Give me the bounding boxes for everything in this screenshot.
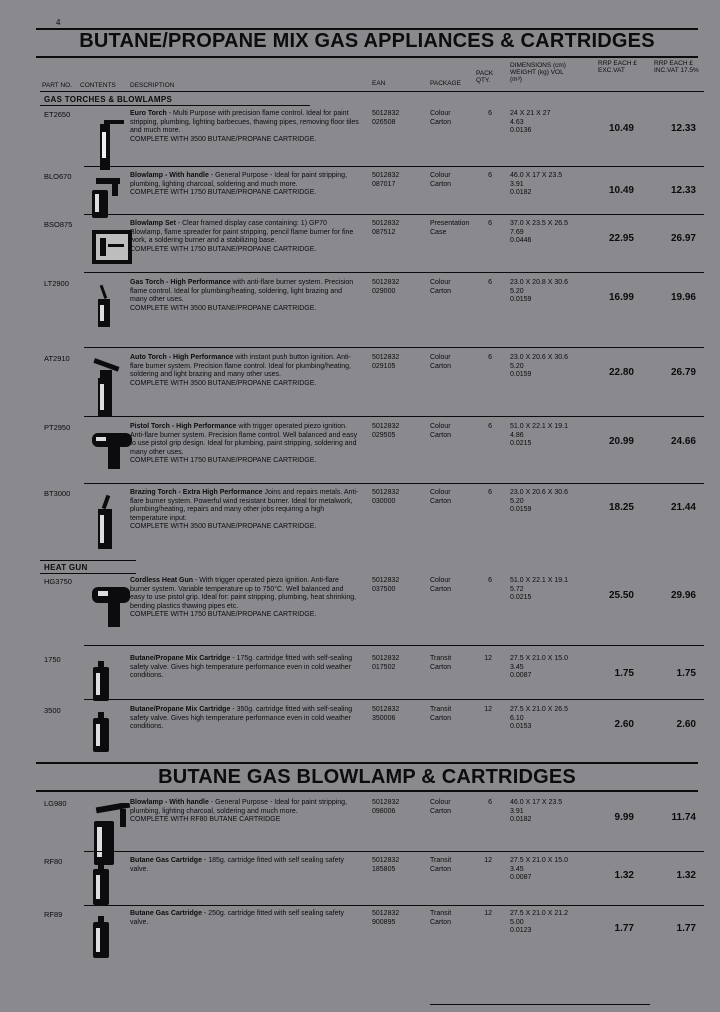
ean-code xyxy=(372,279,422,296)
ean-line-2: 017502 xyxy=(372,663,396,671)
footer-rule xyxy=(430,1004,650,1005)
product-text: - Multi Purpose with precision flame control. Ideal for paint stripping, plumbing, lighting barbecues, thawing pipes, removing floor tiles and much more. xyxy=(130,110,359,135)
product-complete-with: COMPLETE WITH 1750 BUTANE/PROPANE CARTRIDGE. xyxy=(130,245,317,253)
ean-line-2: 185805 xyxy=(372,865,396,873)
col-header-ean: EAN xyxy=(372,80,386,87)
ean-code xyxy=(372,910,422,927)
part-number: AT2910 xyxy=(44,354,70,363)
pack-qty: 6 xyxy=(488,172,492,179)
col-header-part-no: PART NO. xyxy=(42,82,72,89)
price-ex-vat: 2.60 xyxy=(614,719,634,730)
page-title: BUTANE/PROPANE MIX GAS APPLIANCES & CARTRIDGES xyxy=(79,30,655,52)
volume-m3: 0.0215 xyxy=(510,594,532,602)
ean-code xyxy=(372,423,422,440)
part-number: HG3750 xyxy=(44,577,72,586)
package-line-2: Carton xyxy=(430,585,452,593)
product-complete-with: COMPLETE WITH 1750 BUTANE/PROPANE CARTRIDGE. xyxy=(130,189,317,197)
dimensions xyxy=(510,172,590,198)
ean-code xyxy=(372,799,422,816)
ean-line-1: 5012832 xyxy=(372,279,400,286)
weight-kg: 7.69 xyxy=(510,228,524,236)
ean-code xyxy=(372,706,422,723)
product-text: - 350g. cartridge fitted with self-sealing safety valve. Gives high temperature performance even in cold weather conditions. xyxy=(130,706,353,731)
price-inc-vat: 12.33 xyxy=(670,123,696,134)
package-line-1: Colour xyxy=(430,279,451,286)
product-description xyxy=(130,706,360,732)
product-text: - 185g. cartridge fitted with self sealing safety valve. xyxy=(130,857,344,873)
part-number: BSO875 xyxy=(44,220,73,229)
package-line-1: Transit xyxy=(430,706,452,713)
ean-line-2: 026508 xyxy=(372,118,396,126)
price-inc-vat: 24.66 xyxy=(670,436,696,447)
package-line-1: Colour xyxy=(430,110,451,117)
product-description xyxy=(130,172,360,198)
product-name: Blowlamp - With handle xyxy=(130,172,209,179)
product-name: Butane/Propane Mix Cartridge xyxy=(130,706,231,713)
butane-cartridge-icon xyxy=(90,861,114,910)
product-text: - 250g. cartridge fitted with self sealing safety valve. xyxy=(130,910,344,926)
section-label-heat-gun: HEAT GUN xyxy=(44,563,88,572)
volume-m3: 0.0182 xyxy=(510,816,532,824)
ean-line-2: 098006 xyxy=(372,807,396,815)
product-text: Joins and repairs metals. Anti-flare burner system. Powerful wind resistant burner. Ideal for metalwork, plumbing/heating, repairs and many other jobs requiring a high temperature input. xyxy=(130,489,359,522)
row-divider xyxy=(84,347,704,348)
row-divider xyxy=(84,699,704,700)
product-description xyxy=(130,489,360,532)
kit-case-icon xyxy=(90,224,134,273)
section-title-butane: BUTANE GAS BLOWLAMP & CARTRIDGES xyxy=(158,766,576,788)
price-inc-vat: 21.44 xyxy=(670,502,696,513)
ean-line-2: 029000 xyxy=(372,287,396,295)
part-number: BT3000 xyxy=(44,489,71,498)
section-rule xyxy=(40,573,136,574)
product-description xyxy=(130,910,360,927)
product-complete-with: COMPLETE WITH 3500 BUTANE/PROPANE CARTRIDGE. xyxy=(130,523,317,531)
ean-code xyxy=(372,110,422,127)
pack-qty: 6 xyxy=(488,110,492,117)
product-text: - 175g. cartridge fitted with self-sealing safety valve. Gives high temperature performance even in cold weather conditions. xyxy=(130,655,353,680)
dimensions-size: 51.0 X 22.1 X 19.1 xyxy=(510,423,568,430)
price-ex-vat: 10.49 xyxy=(608,123,634,134)
ean-code xyxy=(372,354,422,371)
product-text: - General Purpose - Ideal for paint stripping, plumbing, lighting charcoal, soldering and much more. xyxy=(130,799,348,815)
ean-line-1: 5012832 xyxy=(372,172,400,179)
product-description xyxy=(130,220,360,254)
package-line-1: Colour xyxy=(430,489,451,496)
col-header-description: DESCRIPTION xyxy=(130,82,175,89)
product-complete-with: COMPLETE WITH 1750 BUTANE/PROPANE CARTRIDGE. xyxy=(130,611,317,619)
package-line-2: Carton xyxy=(430,118,452,126)
section2-top-rule xyxy=(36,762,698,764)
price-ex-vat: 10.49 xyxy=(608,185,634,196)
dimensions xyxy=(510,423,590,449)
volume-m3: 0.0159 xyxy=(510,371,532,379)
pack-qty: 12 xyxy=(484,857,492,864)
pack-qty: 6 xyxy=(488,799,492,806)
ean-line-1: 5012832 xyxy=(372,489,400,496)
col-header-dimensions: DIMENSIONS (cm) WEIGHT (kg) VOL (m³) xyxy=(510,62,566,83)
product-description xyxy=(130,423,360,466)
price-inc-vat: 26.79 xyxy=(670,367,696,378)
dimensions-size: 23.0 X 20.6 X 30.6 xyxy=(510,354,568,361)
ean-line-1: 5012832 xyxy=(372,799,400,806)
ean-line-2: 030000 xyxy=(372,497,396,505)
ean-line-1: 5012832 xyxy=(372,857,400,864)
product-description xyxy=(130,655,360,681)
pack-qty: 6 xyxy=(488,220,492,227)
price-inc-vat: 12.33 xyxy=(670,185,696,196)
header-rule xyxy=(40,91,704,92)
product-name: Butane Gas Cartridge xyxy=(130,857,202,864)
package-line-2: Carton xyxy=(430,497,452,505)
pack-qty: 6 xyxy=(488,354,492,361)
dimensions xyxy=(510,799,590,825)
dimensions xyxy=(510,910,590,936)
dimensions-size: 46.0 X 17 X 23.5 xyxy=(510,799,563,806)
package-line-1: Presentation xyxy=(430,220,470,227)
product-description xyxy=(130,799,360,825)
dimensions xyxy=(510,220,590,246)
weight-kg: 5.00 xyxy=(510,918,524,926)
dimensions xyxy=(510,706,590,732)
col-header-contents: CONTENTS xyxy=(80,82,116,89)
weight-kg: 5.20 xyxy=(510,497,524,505)
volume-m3: 0.0215 xyxy=(510,440,532,448)
volume-m3: 0.0159 xyxy=(510,296,532,304)
price-ex-vat: 22.95 xyxy=(608,233,634,244)
ean-line-2: 900895 xyxy=(372,918,396,926)
price-inc-vat: 11.74 xyxy=(671,812,696,823)
dimensions xyxy=(510,655,590,681)
pack-qty: 12 xyxy=(484,655,492,662)
volume-m3: 0.0446 xyxy=(510,237,532,245)
dimensions-size: 23.0 X 20.6 X 30.6 xyxy=(510,489,568,496)
package-line-1: Colour xyxy=(430,172,451,179)
dimensions-size: 27.5 X 21.0 X 26.5 xyxy=(510,706,568,713)
dimensions xyxy=(510,110,590,136)
price-ex-vat: 9.99 xyxy=(614,812,634,823)
package-line-1: Transit xyxy=(430,655,452,662)
row-divider xyxy=(84,272,704,273)
weight-kg: 3.45 xyxy=(510,865,524,873)
product-name: Gas Torch - High Performance xyxy=(130,279,231,286)
ean-line-1: 5012832 xyxy=(372,910,400,917)
title-bottom-rule xyxy=(36,56,698,58)
product-complete-with: COMPLETE WITH 3500 BUTANE/PROPANE CARTRIDGE. xyxy=(130,379,317,387)
product-complete-with: COMPLETE WITH RF80 BUTANE CARTRIDGE xyxy=(130,816,281,824)
ean-line-2: 037500 xyxy=(372,585,396,593)
package-line-2: Carton xyxy=(430,918,452,926)
package-line-2: Carton xyxy=(430,865,452,873)
product-description xyxy=(130,354,360,388)
col-header-package: PACKAGE xyxy=(430,80,461,87)
row-divider xyxy=(84,645,704,646)
ean-line-2: 029505 xyxy=(372,431,396,439)
ean-line-2: 350006 xyxy=(372,714,396,722)
price-ex-vat: 1.32 xyxy=(614,870,634,881)
dimensions-size: 24 X 21 X 27 xyxy=(510,110,551,117)
product-description xyxy=(130,279,360,313)
weight-kg: 3.45 xyxy=(510,663,524,671)
gas-torch-icon xyxy=(90,283,124,332)
product-name: Butane Gas Cartridge xyxy=(130,910,202,917)
product-name: Blowlamp - With handle xyxy=(130,799,209,806)
dimensions xyxy=(510,354,590,380)
part-number: 1750 xyxy=(44,655,61,664)
ean-line-1: 5012832 xyxy=(372,110,400,117)
pack-qty: 6 xyxy=(488,577,492,584)
package-line-2: Carton xyxy=(430,287,452,295)
dimensions xyxy=(510,279,590,305)
package-line-2: Case xyxy=(430,228,447,236)
product-name: Pistol Torch - High Performance xyxy=(130,423,237,430)
ean-line-1: 5012832 xyxy=(372,655,400,662)
product-name: Euro Torch xyxy=(130,110,167,117)
price-inc-vat: 19.96 xyxy=(670,292,696,303)
ean-code xyxy=(372,857,422,874)
product-text: with instant push button ignition. Anti-flare burner system. Precision flame control. Ideal for plumbing/heating, soldering and light brazing and many other uses. xyxy=(130,354,351,379)
dimensions-size: 27.5 X 21.0 X 15.0 xyxy=(510,655,568,662)
product-text: with anti-flare burner system. Precision flame control. Ideal for plumbing/heating, soldering, light brazing and many other uses. xyxy=(130,279,354,304)
package-line-1: Colour xyxy=(430,577,451,584)
dimensions-size: 23.0 X 20.8 X 30.6 xyxy=(510,279,568,286)
pack-qty: 6 xyxy=(488,423,492,430)
package-line-1: Transit xyxy=(430,910,452,917)
pack-qty: 12 xyxy=(484,706,492,713)
dimensions xyxy=(510,489,590,515)
brazing-torch-icon xyxy=(90,493,124,554)
cartridge-icon xyxy=(90,710,114,757)
price-inc-vat: 1.32 xyxy=(676,870,696,881)
package-line-2: Carton xyxy=(430,180,452,188)
page-number: 4 xyxy=(56,18,61,27)
row-divider xyxy=(84,416,704,417)
ean-line-1: 5012832 xyxy=(372,706,400,713)
price-ex-vat: 16.99 xyxy=(608,292,634,303)
ean-code xyxy=(372,489,422,506)
part-number: LT2900 xyxy=(44,279,69,288)
package-line-2: Carton xyxy=(430,431,452,439)
price-inc-vat: 26.97 xyxy=(670,233,696,244)
pack-qty: 12 xyxy=(484,910,492,917)
weight-kg: 5.20 xyxy=(510,362,524,370)
price-inc-vat: 2.60 xyxy=(676,719,696,730)
volume-m3: 0.0153 xyxy=(510,723,532,731)
row-divider xyxy=(84,214,704,215)
weight-kg: 4.63 xyxy=(510,118,524,126)
dimensions-size: 37.0 X 23.5 X 26.5 xyxy=(510,220,568,227)
package-line-2: Carton xyxy=(430,714,452,722)
ean-line-1: 5012832 xyxy=(372,577,400,584)
package-line-1: Transit xyxy=(430,857,452,864)
ean-line-1: 5012832 xyxy=(372,423,400,430)
auto-torch-icon xyxy=(90,358,130,421)
product-name: Blowlamp Set xyxy=(130,220,176,227)
col-header-rrp-ex-vat: RRP EACH £ EXC.VAT xyxy=(598,60,637,74)
product-text: - Clear framed display case containing: 1) GP70 Blowlamp, flame spreader for paint stripping, pencil flame burner for fine work, a soldering burner and a stabilizing base. xyxy=(130,220,354,245)
section-rule xyxy=(40,560,136,561)
price-inc-vat: 1.75 xyxy=(676,668,696,679)
pack-qty: 6 xyxy=(488,279,492,286)
price-inc-vat: 1.77 xyxy=(676,923,696,934)
volume-m3: 0.0087 xyxy=(510,672,532,680)
weight-kg: 5.72 xyxy=(510,585,524,593)
product-text: - With trigger operated piezo ignition. Anti-flare burner system. Variable temperature up to 750°C. Well balanced and easy to use pistol grip. Ideal for: paint stripping, plumbing, heat shrinking, bending plastics thawing pipes etc. xyxy=(130,577,357,610)
part-number: LG980 xyxy=(44,799,67,808)
dimensions-size: 46.0 X 17 X 23.5 xyxy=(510,172,563,179)
ean-line-1: 5012832 xyxy=(372,354,400,361)
row-divider xyxy=(84,483,704,484)
product-text: - General Purpose - Ideal for paint stripping, plumbing, lighting charcoal, soldering and much more. xyxy=(130,172,348,188)
weight-kg: 5.20 xyxy=(510,287,524,295)
package-line-2: Carton xyxy=(430,807,452,815)
section2-bottom-rule xyxy=(36,790,698,792)
package-line-1: Colour xyxy=(430,799,451,806)
volume-m3: 0.0087 xyxy=(510,874,532,882)
volume-m3: 0.0159 xyxy=(510,506,532,514)
product-name: Butane/Propane Mix Cartridge xyxy=(130,655,231,662)
ean-code xyxy=(372,172,422,189)
product-text: with trigger operated piezo ignition. Anti-flare burner system. Precision flame control. Well balanced and easy to use pistol grip design. Ideal for plumbing, paint stripping, soldering and many other uses. xyxy=(130,423,358,456)
col-header-pack-qty: PACK QTY. xyxy=(476,70,494,84)
dimensions xyxy=(510,857,590,883)
product-description xyxy=(130,857,360,874)
product-name: Auto Torch - High Performance xyxy=(130,354,234,361)
dimensions-size: 27.5 X 21.0 X 21.2 xyxy=(510,910,568,917)
product-description xyxy=(130,110,360,144)
blowlamp-icon xyxy=(90,176,130,223)
package-line-1: Colour xyxy=(430,423,451,430)
weight-kg: 6.10 xyxy=(510,714,524,722)
price-ex-vat: 22.80 xyxy=(608,367,634,378)
ean-code xyxy=(372,220,422,237)
row-divider xyxy=(84,905,704,906)
price-ex-vat: 18.25 xyxy=(608,502,634,513)
butane-cartridge-icon xyxy=(90,914,114,963)
dimensions xyxy=(510,577,590,603)
dimensions-size: 51.0 X 22.1 X 19.1 xyxy=(510,577,568,584)
part-number: 3500 xyxy=(44,706,61,715)
package-line-2: Carton xyxy=(430,362,452,370)
ean-line-2: 087017 xyxy=(372,180,396,188)
ean-line-2: 029105 xyxy=(372,362,396,370)
part-number: RF80 xyxy=(44,857,63,866)
product-complete-with: COMPLETE WITH 3500 BUTANE/PROPANE CARTRIDGE. xyxy=(130,135,317,143)
row-divider xyxy=(84,851,704,852)
part-number: RF89 xyxy=(44,910,63,919)
price-ex-vat: 25.50 xyxy=(608,590,634,601)
package-line-2: Carton xyxy=(430,663,452,671)
part-number: ET2650 xyxy=(44,110,71,119)
pack-qty: 6 xyxy=(488,489,492,496)
dimensions-size: 27.5 X 21.0 X 15.0 xyxy=(510,857,568,864)
product-name: Cordless Heat Gun xyxy=(130,577,194,584)
volume-m3: 0.0182 xyxy=(510,189,532,197)
price-inc-vat: 29.96 xyxy=(670,590,696,601)
part-number: BLO670 xyxy=(44,172,72,181)
volume-m3: 0.0123 xyxy=(510,927,532,935)
ean-code xyxy=(372,577,422,594)
section-rule xyxy=(40,105,310,106)
weight-kg: 3.91 xyxy=(510,180,524,188)
price-ex-vat: 1.77 xyxy=(614,923,634,934)
col-header-rrp-inc-vat: RRP EACH £ INC.VAT 17.5% xyxy=(654,60,699,74)
product-name: Brazing Torch - Extra High Performance xyxy=(130,489,263,496)
weight-kg: 4.86 xyxy=(510,431,524,439)
part-number: PT2950 xyxy=(44,423,71,432)
ean-code xyxy=(372,655,422,672)
weight-kg: 3.91 xyxy=(510,807,524,815)
section-label-torches: GAS TORCHES & BLOWLAMPS xyxy=(44,95,173,104)
package-line-1: Colour xyxy=(430,354,451,361)
product-complete-with: COMPLETE WITH 3500 BUTANE/PROPANE CARTRIDGE. xyxy=(130,304,317,312)
ean-line-2: 087512 xyxy=(372,228,396,236)
price-ex-vat: 20.99 xyxy=(608,436,634,447)
row-divider xyxy=(84,166,704,167)
volume-m3: 0.0136 xyxy=(510,127,532,135)
product-complete-with: COMPLETE WITH 1750 BUTANE/PROPANE CARTRIDGE. xyxy=(130,457,317,465)
product-description xyxy=(130,577,360,620)
ean-line-1: 5012832 xyxy=(372,220,400,227)
price-ex-vat: 1.75 xyxy=(614,668,634,679)
